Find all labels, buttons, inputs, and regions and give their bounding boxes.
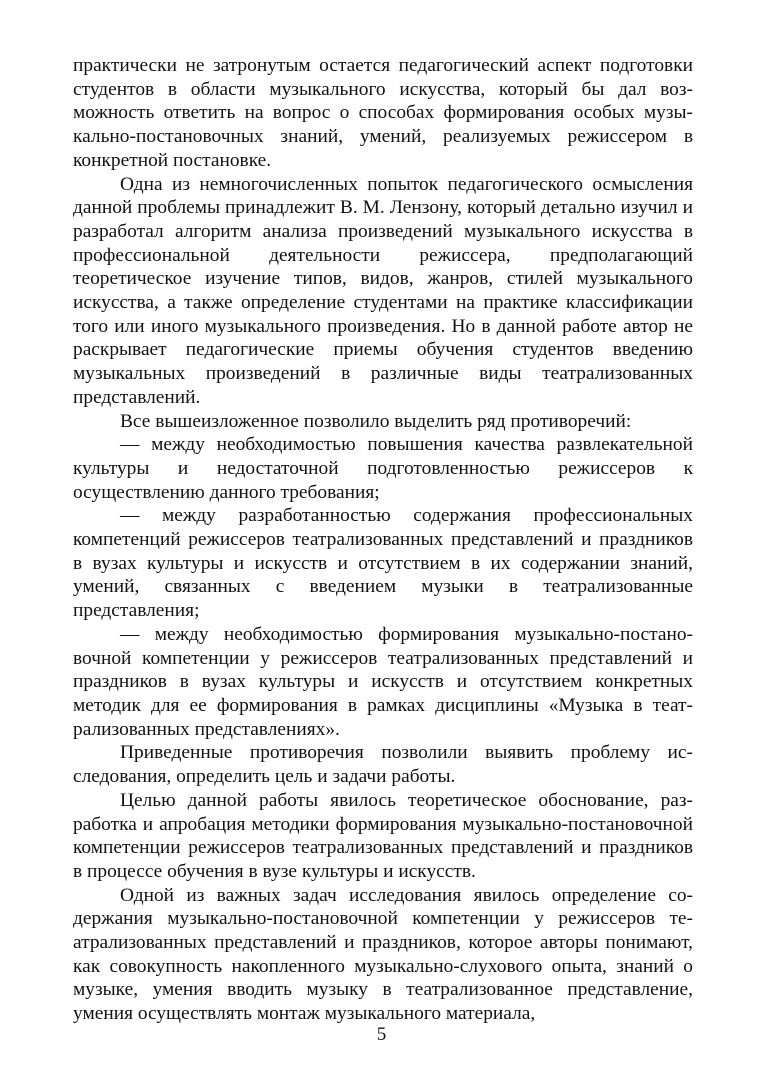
paragraph-continuation: практически не затронутым остается педагогический аспект подготовки студентов в области музыкального искусства, который бы дал возможность ответить на вопрос о способах формирования особых музыкально-постановочных знаний, умений, реализуемых режиссером в конкретной постановке. — [73, 55, 693, 171]
page-body — [73, 54, 693, 1026]
paragraph-tasks: Одной из важных задач исследования явилось определение содержания музыкально-постановочной компетенции у режиссеров театрализованных представлений и праздников, которое авторы понимают, как совокупность накопленного музыкально-слухового опыта, знаний о музыке, умения вводить музыку в театрализованное представление, умения осуществлять монтаж музыкального материала, — [73, 884, 693, 1025]
contradiction-item-1: — между необходимостью повышения качества развлекательной культуры и недостаточной подготовленностью режиссеров к осуществлению данного требования; — [73, 434, 693, 503]
paragraph-contradictions-intro: Все вышеизложенное позволило выделить ряд противоречий: — [120, 410, 632, 432]
paragraph-lenzon: Одна из немногочисленных попыток педагогического осмысления данной проблемы принадлежит В. М. Лензону, который детально изучил и разработал алгоритм анализа произведений музыкального искусства в профессиональной деятельности режиссера, предполагающий теоретическое изучение типов, видов, жанров, стилей музыкального искусства, а также определение студентами на практике классификации того или иного музыкального произведения. Но в данной работе автор не раскрывает педагогические приемы обучения студентов введению музыкальных произведений в различные виды театрализованных представлений. — [73, 173, 693, 408]
contradiction-item-3: — между необходимостью формирования музыкально-постановочной компетенции у режиссеров театрализованных представлений и праздников в вузах культуры и искусств и отсутствием конкретных методик для ее формирования в рамках дисциплины «Музыка в театрализованных представлениях». — [73, 623, 693, 740]
paragraph-goal: Целью данной работы явилось теоретическое обоснование, разработка и апробация методики формирования музыкально-постановочной компетенции режиссеров театрализованных представлений и праздников в процессе обучения в вузе культуры и искусств. — [73, 789, 693, 882]
page-number: 5 — [376, 1024, 387, 1045]
contradiction-item-2: — между разработанностью содержания профессиональных компетенций режиссеров театрализованных представлений и праздников в вузах культуры и искусств и отсутствием в их содержании знаний, умений, связанных с введением музыки в театрализованные представления; — [73, 505, 693, 622]
paragraph-problem: Приведенные противоречия позволили выявить проблему исследования, определить цель и задачи работы. — [73, 742, 693, 788]
